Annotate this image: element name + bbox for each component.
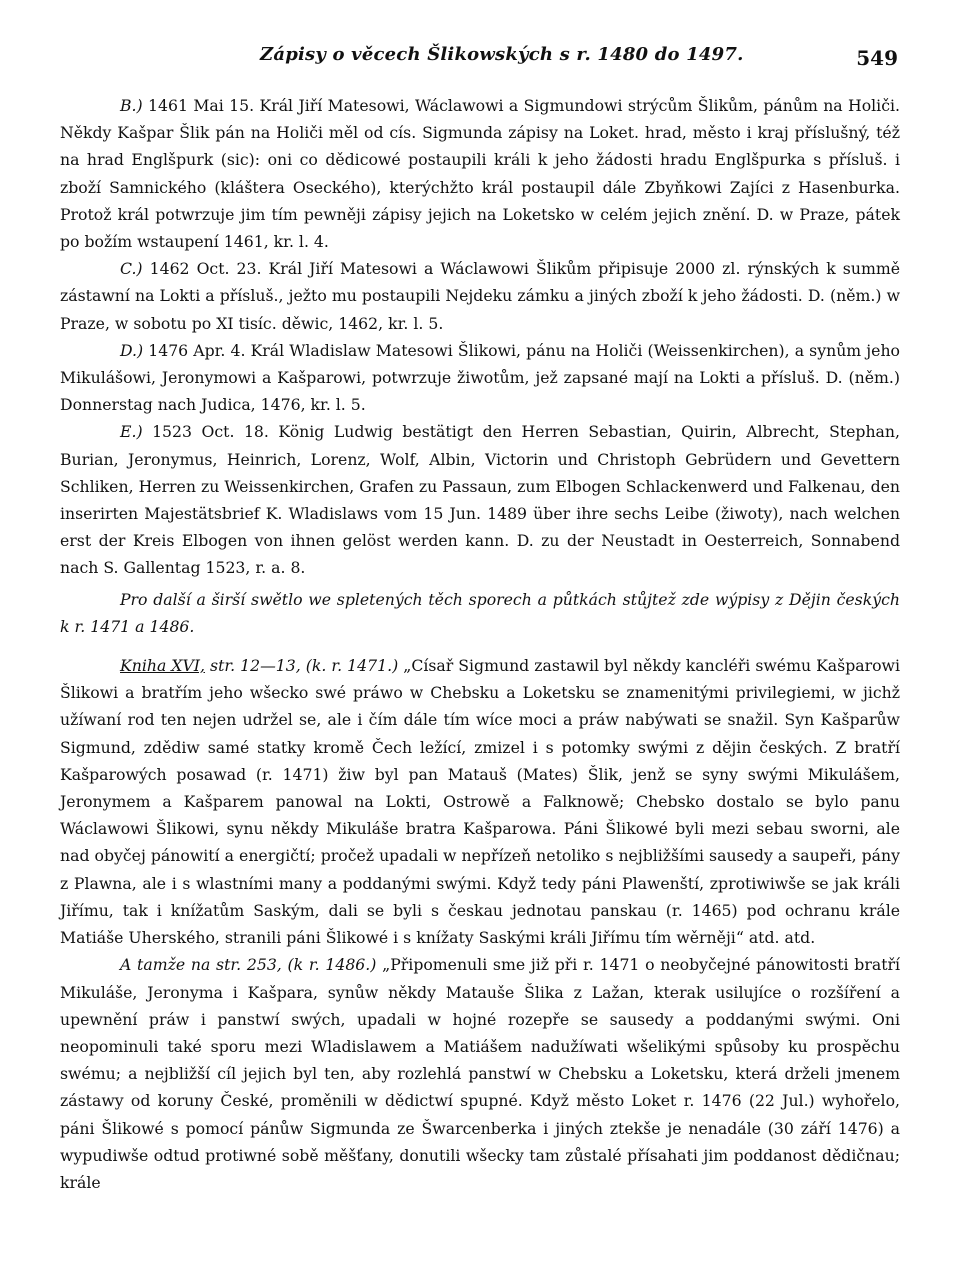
excerpt-text: „Připomenuli sme již při r. 1471 o neobyčejné pánowitosti bratří Mikuláše, Jeronyma i Kašpara, synůw někdy Matauše Šlika z Lažan, kterak usilujíce o rozšíření a upewnění práw i panstwí swých, upadali w hojné rozepře se sausedy a poddanými swými. Oni neopominuli také sporu mezi Wladislawem a Matiášem nadužíwati wšelikými spůsoby ku prospěchu swému; a nejbližší cíl jejich byl ten, aby rozlehlá panstwí w Chebsku a Loketsku, která drželi jmenem zástawy od koruny České, proměnili w dědictwí spupné. Když město Loket r. 1476 (22 Jul.) wyhořelo, páni Šlikowé s pomocí pánůw Sigmunda ze Šwarcenberka i jiných ztekše je nenadále (30 září 1476) a wypudiwše odtud protiwné sobě měšťany, donutili wšecky tam zůstalé přísahati jim poddanost dědičnau; krále bbox=[60, 955, 901, 1192]
running-title: Zápisy o věcech Šlikowských s r. 1480 do 1497. bbox=[260, 44, 744, 65]
excerpt-kniha-xvi bbox=[60, 652, 900, 951]
page-body bbox=[60, 92, 900, 1196]
entry-text: 1476 Apr. 4. Král Wladislaw Matesowi Šlikowi, pánu na Holiči (Weissenkirchen), a synům jeho Mikulášowi, Jeronymowi a Kašparowi, potwrzuje žiwotům, jež zapsané mají na Lokti a přísluš. D. (něm.) Donnerstag nach Judica, 1476, kr. l. 5. bbox=[60, 340, 900, 415]
entry-marker: B.) bbox=[120, 96, 143, 115]
entry-text: 1523 Oct. 18. König Ludwig bestätigt den Herren Sebastian, Quirin, Albrecht, Stephan, Burian, Jeronymus, Heinrich, Lorenz, Wolf, Albin, Victorin und Christoph Gebrüdern und Gevettern Schliken, Herren zu Weissenkirchen, Grafen zu Passaun, zum Elbogen Schlackenwerd und Falkenau, den inserirten Majestätsbrief K. Wladislaws vom 15 Jun. 1489 über ihre sechs Leibe (žiwoty), nach welchen erst der Kreis Elbogen von ihnen gelöst werden kann. D. zu der Neustadt in Oesterreich, Sonnabend nach S. Gallentag 1523, r. a. 8. bbox=[60, 422, 900, 578]
entry-d bbox=[60, 337, 900, 419]
page-number: 549 bbox=[856, 46, 898, 70]
source-year: (k r. 1486.) bbox=[287, 955, 377, 975]
excerpt-tamze bbox=[60, 951, 900, 1196]
entry-marker: D.) bbox=[120, 340, 144, 360]
entry-b bbox=[60, 92, 900, 255]
entry-text: 1461 Mai 15. Král Jiří Matesowi, Wáclawowi a Sigmundowi strýcům Šlikům, pánům na Holiči. Někdy Kašpar Šlik pán na Holiči měl od cís. Sigmunda zápisy na Loket. hrad, město i kraj příslušný, též na hrad Englšpurk (sic): oni co dědicowé postaupili králi k jeho žádosti hradu Englšpurka s přísluš. i zboží Samnického (kláštera Oseckého), kterýchžto král postaupil dále Zbyňkowi Zajíci z Hasenburka. Protož král potwrzuje jim tím pewněji zápisy jejich na Loketsko w celém jejich znění. D. w Praze, pátek po božím wstaupení 1461, kr. l. 4. bbox=[60, 96, 900, 252]
source-reference: A tamže na str. 253, bbox=[120, 955, 282, 975]
entry-e bbox=[60, 418, 900, 581]
entry-marker: E.) bbox=[120, 422, 143, 442]
entry-marker: C.) bbox=[120, 259, 143, 279]
entry-c bbox=[60, 255, 900, 337]
page-header bbox=[60, 44, 900, 74]
excerpt-text: „Císař Sigmund zastawil byl někdy kancléři swému Kašparowi Šlikowi a bratřím jeho wšecko swé práwo w Chebsku a Loketsku se znamenitými privilegiemi, w jichž užíwaní rod ten nejen udržel se, ale i čím dále tím wíce moci a práw nabýwati se snažil. Syn Kašparůw Sigmund, zdědiw samé statky kromě Čech ležící, zmizel i s potomky swými z dějin českých. Z bratří Kašparowých posawad (r. 1471) žiw byl pan Matauš (Mates) Šlik, jenž se syny swými Mikulášem, Jeronymem a Kašparem panowal na Lokti, Ostrowě a Falknowě; Chebsko dostalo se bylo panu Wáclawowi Šlikowi, synu někdy Mikuláše bratra Kašparowa. Páni Šlikowé byli mezi sebau sworni, ale nad obyčej pánowití a energičtí; pročež upadali w nepřízeň netoliko s nejbližšími sausedy a saupeři, pány z Plawna, ale i s wlastními many a poddanými swými. Když tedy páni Plawenští, zprotiwiwše se jak králi Jiřímu, tak i knížatům Saským, dali se byli s českau jednotau panskau (r. 1465) pod ochranu krále Matiáše Uherského, stranili páni Šlikowé i s knížaty Saskými králi Jiřímu tím wěrněji“ atd. atd. bbox=[60, 656, 900, 948]
source-pages: str. 12—13, bbox=[210, 656, 301, 676]
entry-text: 1462 Oct. 23. Král Jiří Matesowi a Wáclawowi Šlikům připisuje 2000 zl. rýnských k summě zástawní na Lokti a přísluš., ježto mu postaupili Nejdeku zámku a jiných zboží k jeho žádosti. D. (něm.) w Praze, w sobotu po XI tisíc. děwic, 1462, kr. l. 5. bbox=[60, 259, 900, 333]
editorial-note: Pro další a širší swětlo we spletených těch sporech a půtkách stůjtež zde wýpisy z Dějin českých k r. 1471 a 1486. bbox=[60, 589, 900, 636]
source-reference: Kniha XVI, bbox=[120, 656, 205, 676]
source-year: (k. r. 1471.) bbox=[305, 656, 399, 676]
